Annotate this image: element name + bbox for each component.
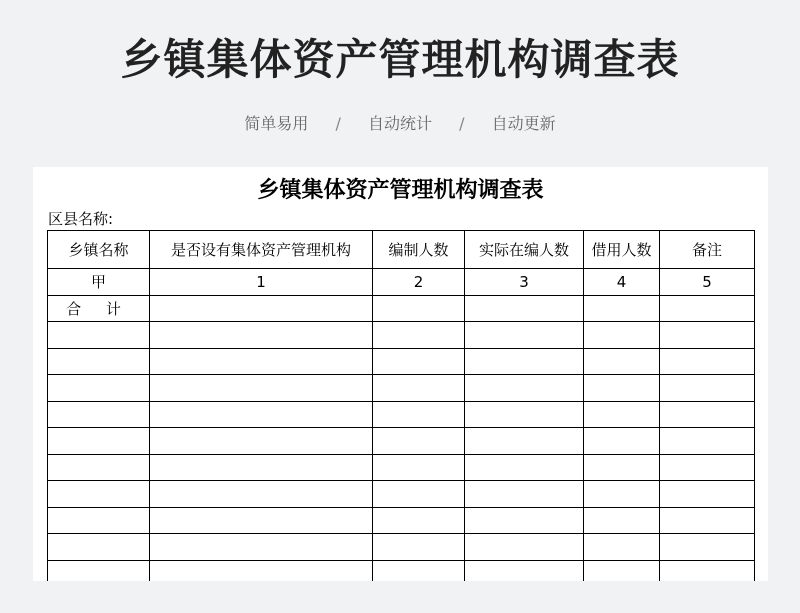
table-cell[interactable] <box>373 454 465 481</box>
index-row <box>48 269 755 296</box>
tag-separator: / <box>459 114 465 133</box>
table-cell[interactable] <box>465 348 584 375</box>
index-cell[interactable]: 1 <box>150 269 373 296</box>
table-cell[interactable] <box>660 507 755 534</box>
table-cell[interactable] <box>150 348 373 375</box>
index-cell[interactable]: 3 <box>465 269 584 296</box>
table-cell[interactable] <box>150 322 373 349</box>
table-cell[interactable] <box>584 375 660 402</box>
table-cell[interactable] <box>373 295 465 322</box>
table-row <box>48 481 755 508</box>
table-cell[interactable] <box>150 534 373 561</box>
table-cell[interactable] <box>150 401 373 428</box>
header-cell-authorized-staff: 编制人数 <box>373 231 465 269</box>
table-cell[interactable] <box>48 375 150 402</box>
tag-auto-update: 自动更新 <box>491 114 556 133</box>
header-cell-has-asset-agency: 是否设有集体资产管理机构 <box>150 231 373 269</box>
table-cell[interactable] <box>465 375 584 402</box>
table-cell[interactable] <box>465 560 584 581</box>
table-cell[interactable] <box>584 348 660 375</box>
table-cell[interactable] <box>584 454 660 481</box>
table-cell[interactable] <box>48 507 150 534</box>
table-cell[interactable] <box>584 428 660 455</box>
survey-table <box>47 230 755 581</box>
header-cell-township-name: 乡镇名称 <box>48 231 150 269</box>
table-cell[interactable] <box>660 560 755 581</box>
table-cell[interactable] <box>660 295 755 322</box>
table-cell[interactable] <box>660 375 755 402</box>
table-row <box>48 322 755 349</box>
tag-auto-statistics: 自动统计 <box>367 114 432 133</box>
table-cell[interactable] <box>373 375 465 402</box>
index-cell[interactable]: 2 <box>373 269 465 296</box>
table-cell[interactable] <box>48 481 150 508</box>
table-cell[interactable] <box>150 507 373 534</box>
table-cell[interactable] <box>465 322 584 349</box>
table-cell[interactable] <box>660 481 755 508</box>
table-cell[interactable] <box>150 295 373 322</box>
header-cell-borrowed-staff: 借用人数 <box>584 231 660 269</box>
table-cell[interactable] <box>48 322 150 349</box>
page-title: 乡镇集体资产管理机构调查表 <box>120 35 680 84</box>
table-cell[interactable] <box>660 322 755 349</box>
table-cell[interactable] <box>373 534 465 561</box>
table-cell[interactable] <box>150 560 373 581</box>
header-row <box>48 231 755 269</box>
index-cell[interactable]: 4 <box>584 269 660 296</box>
table-cell[interactable] <box>584 534 660 561</box>
table-cell[interactable] <box>660 428 755 455</box>
table-cell[interactable] <box>465 481 584 508</box>
table-cell[interactable] <box>660 534 755 561</box>
table-cell[interactable] <box>584 295 660 322</box>
table-cell[interactable] <box>48 348 150 375</box>
table-cell[interactable] <box>465 295 584 322</box>
table-row <box>48 348 755 375</box>
table-cell[interactable] <box>150 375 373 402</box>
table-cell[interactable] <box>48 454 150 481</box>
table-row <box>48 560 755 581</box>
table-row <box>48 534 755 561</box>
total-label-cell[interactable]: 合 计 <box>48 295 150 322</box>
table-cell[interactable] <box>465 454 584 481</box>
table-cell[interactable] <box>373 428 465 455</box>
table-row <box>48 428 755 455</box>
county-name-label: 区县名称: <box>48 210 114 228</box>
table-cell[interactable] <box>150 481 373 508</box>
table-cell[interactable] <box>465 534 584 561</box>
table-cell[interactable] <box>465 401 584 428</box>
table-row <box>48 375 755 402</box>
tag-separator: / <box>335 114 341 133</box>
table-cell[interactable] <box>150 454 373 481</box>
tag-easy-to-use: 简单易用 <box>244 114 309 133</box>
table-cell[interactable] <box>373 560 465 581</box>
header-cell-actual-staff: 实际在编人数 <box>465 231 584 269</box>
table-cell[interactable] <box>373 507 465 534</box>
table-cell[interactable] <box>48 401 150 428</box>
table-cell[interactable] <box>48 534 150 561</box>
index-cell[interactable]: 5 <box>660 269 755 296</box>
spreadsheet-preview <box>33 167 768 581</box>
table-cell[interactable] <box>48 560 150 581</box>
table-cell[interactable] <box>584 481 660 508</box>
table-cell[interactable] <box>660 348 755 375</box>
header-cell-remarks: 备注 <box>660 231 755 269</box>
total-row <box>48 295 755 322</box>
table-cell[interactable] <box>584 560 660 581</box>
table-cell[interactable] <box>150 428 373 455</box>
table-cell[interactable] <box>465 507 584 534</box>
table-row <box>48 507 755 534</box>
table-cell[interactable] <box>373 322 465 349</box>
tagline <box>0 112 800 136</box>
table-cell[interactable] <box>373 348 465 375</box>
table-row <box>48 454 755 481</box>
table-row <box>48 401 755 428</box>
index-cell[interactable]: 甲 <box>48 269 150 296</box>
sheet-title: 乡镇集体资产管理机构调查表 <box>257 178 544 203</box>
table-cell[interactable] <box>660 401 755 428</box>
table-cell[interactable] <box>465 428 584 455</box>
table-cell[interactable] <box>373 481 465 508</box>
table-cell[interactable] <box>584 507 660 534</box>
table-cell[interactable] <box>584 322 660 349</box>
table-cell[interactable] <box>584 401 660 428</box>
table-cell[interactable] <box>48 428 150 455</box>
table-cell[interactable] <box>660 454 755 481</box>
table-cell[interactable] <box>373 401 465 428</box>
